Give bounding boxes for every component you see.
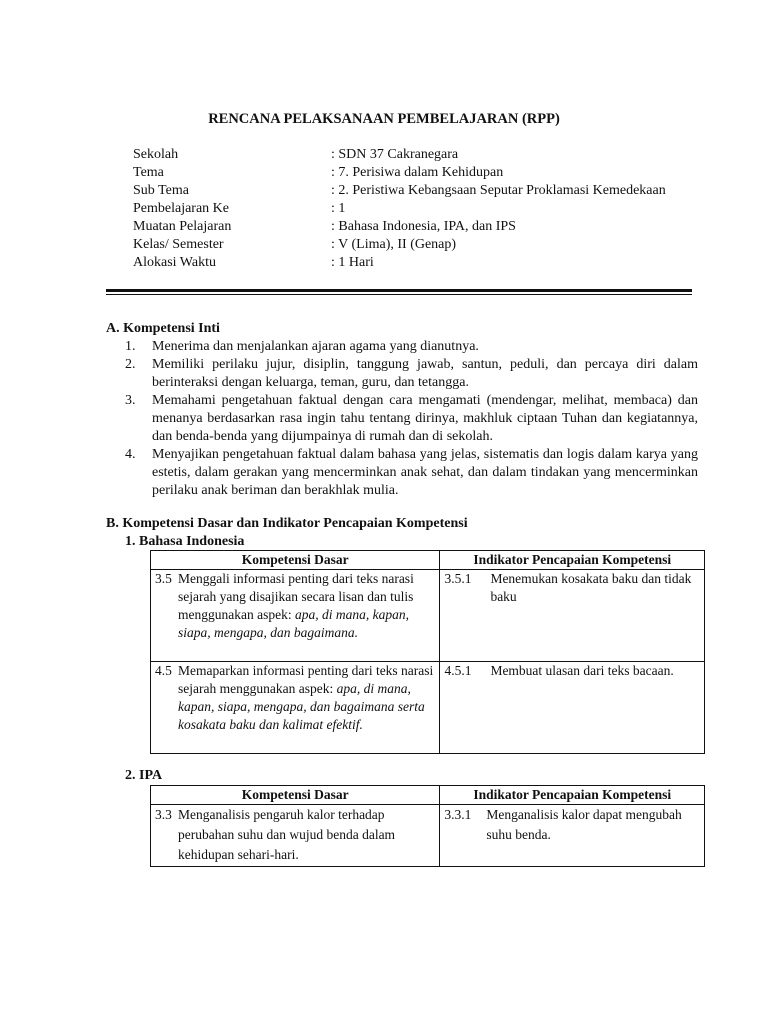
table-ipa	[150, 785, 705, 867]
identity-row-pembelajaran	[133, 200, 666, 218]
document-title: RENCANA PELAKSANAAN PEMBELAJARAN (RPP)	[208, 111, 560, 127]
list-text: Menyajikan pengetahuan faktual dalam bahasa yang jelas, sistematis dan logis dalam karya yang estetis, dalam gerakan yang mencerminkan anak sehat, dan dalam tindakan yang mencerminkan perilaku anak beriman dan berakhlak mulia.	[152, 447, 698, 498]
subheading-ipa: 2. IPA	[125, 768, 163, 783]
column-header-kd: Kompetensi Dasar	[151, 786, 440, 805]
kd-text-italic: apa, di mana, kapan, siapa, mengapa, dan bagaimana.	[178, 607, 409, 640]
kd-code: 3.3	[155, 807, 172, 822]
kd-text: Menggali informasi penting dari teks narasi sejarah yang disajikan secara lisan dan tulis menggunakan aspek:	[178, 571, 414, 622]
kd-cell	[151, 570, 440, 662]
divider-thick	[106, 289, 692, 292]
identity-row-sekolah	[133, 146, 666, 164]
identity-value: : SDN 37 Cakranegara	[331, 147, 459, 162]
identity-value: : 2. Peristiwa Kebangsaan Seputar Proklamasi Kemedekaan	[331, 183, 666, 198]
kompetensi-inti-list	[106, 338, 698, 500]
table-row	[151, 570, 705, 662]
section-a-heading: A. Kompetensi Inti	[106, 321, 220, 336]
column-header-indikator: Indikator Pencapaian Kompetensi	[440, 786, 705, 805]
identity-value: : V (Lima), II (Genap)	[331, 237, 457, 252]
kd-text: Menganalisis pengaruh kalor terhadap perubahan suhu dan wujud benda dalam kehidupan sehari-hari.	[178, 807, 396, 862]
list-number: 2.	[125, 357, 136, 372]
identity-block	[133, 146, 666, 272]
list-item	[106, 446, 698, 500]
indikator-cell	[440, 570, 705, 662]
section-kompetensi-dasar	[106, 515, 698, 533]
identity-row-muatan	[133, 218, 666, 236]
identity-value: : 7. Perisiwa dalam Kehidupan	[331, 165, 504, 180]
identity-value: : Bahasa Indonesia, IPA, dan IPS	[331, 219, 516, 234]
identity-row-kelas	[133, 236, 666, 254]
indikator-text: Menganalisis kalor dapat mengubah suhu benda.	[486, 807, 682, 842]
list-text: Menerima dan menjalankan ajaran agama yang dianutnya.	[152, 339, 479, 354]
identity-row-alokasi	[133, 254, 666, 272]
table-header-row	[151, 551, 705, 570]
indikator-text: Menemukan kosakata baku dan tidak baku	[490, 571, 692, 604]
table-row	[151, 662, 705, 754]
identity-label: Alokasi Waktu	[133, 255, 216, 270]
subheading-bahasa-indonesia: 1. Bahasa Indonesia	[125, 534, 245, 549]
identity-label: Sub Tema	[133, 183, 189, 198]
indikator-code: 4.5.1	[444, 663, 472, 678]
identity-label: Kelas/ Semester	[133, 237, 224, 252]
list-text: Memiliki perilaku jujur, disiplin, tanggung jawab, santun, peduli, dan percaya diri dalam berinteraksi dengan keluarga, teman, guru, dan tetangga.	[152, 357, 698, 390]
identity-value: : 1 Hari	[331, 255, 374, 270]
identity-label: Muatan Pelajaran	[133, 219, 232, 234]
list-item	[106, 392, 698, 446]
table-bahasa-indonesia	[150, 550, 705, 754]
column-header-kd: Kompetensi Dasar	[151, 551, 440, 570]
kd-text-italic: apa, di mana, kapan, siapa, mengapa, dan bagaimana serta kosakata baku dan kalimat efektif.	[178, 681, 425, 732]
identity-value: : 1	[331, 201, 346, 216]
list-text: Memahami pengetahuan faktual dengan cara mengamati (mendengar, melihat, membaca) dan menanya berdasarkan rasa ingin tahu tentang dirinya, makhluk ciptaan Tuhan dan kegiatannya, dan benda-benda yang dijumpainya di rumah dan di sekolah.	[152, 393, 698, 444]
kd-cell	[151, 805, 440, 867]
indikator-cell	[440, 805, 705, 867]
table-header-row	[151, 786, 705, 805]
identity-label: Pembelajaran Ke	[133, 201, 230, 216]
identity-label: Tema	[133, 165, 164, 180]
divider-thin	[106, 294, 692, 295]
list-item	[106, 338, 698, 356]
indikator-code: 3.3.1	[444, 807, 472, 822]
section-kompetensi-inti	[106, 320, 698, 500]
column-header-indikator: Indikator Pencapaian Kompetensi	[440, 551, 705, 570]
indikator-code: 3.5.1	[444, 571, 472, 586]
list-item	[106, 356, 698, 392]
kd-cell	[151, 662, 440, 754]
table-row	[151, 805, 705, 867]
kd-code: 3.5	[155, 571, 172, 586]
list-number: 3.	[125, 393, 136, 408]
indikator-text: Membuat ulasan dari teks bacaan.	[490, 663, 674, 678]
identity-row-sub-tema	[133, 182, 666, 200]
list-number: 4.	[125, 447, 136, 462]
kd-text: Memaparkan informasi penting dari teks narasi sejarah menggunakan aspek:	[178, 663, 434, 696]
section-b-heading: B. Kompetensi Dasar dan Indikator Pencapaian Kompetensi	[106, 516, 468, 531]
indikator-cell	[440, 662, 705, 754]
identity-row-tema	[133, 164, 666, 182]
identity-label: Sekolah	[133, 147, 179, 162]
kd-code: 4.5	[155, 663, 172, 678]
list-number: 1.	[125, 339, 136, 354]
